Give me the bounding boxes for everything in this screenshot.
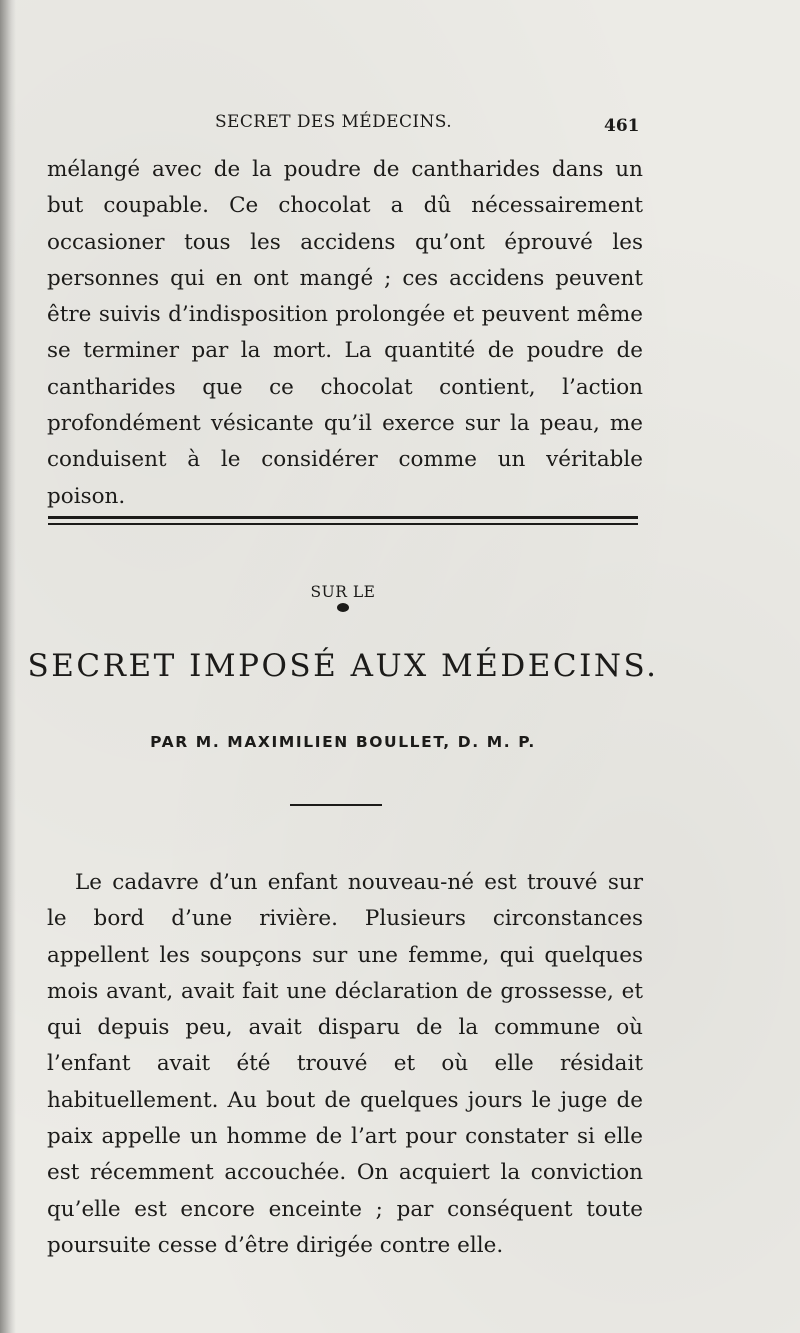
article-paragraph xyxy=(47,865,643,1264)
page-number: 461 xyxy=(604,116,640,136)
byline-rule xyxy=(290,804,382,806)
article-title: SECRET IMPOSÉ AUX MÉDECINS. xyxy=(27,648,659,684)
section-double-rule xyxy=(48,516,638,525)
continued-paragraph xyxy=(47,152,643,515)
running-head: SECRET DES MÉDECINS. xyxy=(215,112,453,132)
continued-paragraph-text: mélangé avec de la poudre de cantharides dans un but coupable. Ce chocolat a dû nécessairement occasioner tous les accidens qu’ont éprouvé les personnes qui en ont mangé ; ces accidens peuvent être suivis d’indisposition prolongée et peuvent même se terminer par la mort. La quantité de poudre de cantharides que ce chocolat contient, l’action profondément vésicante qu’il exerce sur la peau, me conduisent à le considérer comme un véritable poison. xyxy=(47,157,643,509)
title-ornament xyxy=(337,603,349,612)
article-pre-title: SUR LE xyxy=(310,583,376,601)
article-paragraph-text: Le cadavre d’un enfant nouveau-né est trouvé sur le bord d’une rivière. Plusieurs circonstances appellent les soupçons sur une femme, qui quelques mois avant, avait fait une déclaration de grossesse, et qui depuis peu, avait disparu de la commune où l’enfant avait été trouvé et où elle résidait habituellement. Au bout de quelques jours le juge de paix appelle un homme de l’art pour constater si elle est récemment accouchée. On acquiert la conviction qu’elle est encore enceinte ; par conséquent toute poursuite cesse d’être dirigée contre elle. xyxy=(47,870,643,1258)
article-byline: PAR M. MAXIMILIEN BOULLET, D. M. P. xyxy=(150,733,536,751)
